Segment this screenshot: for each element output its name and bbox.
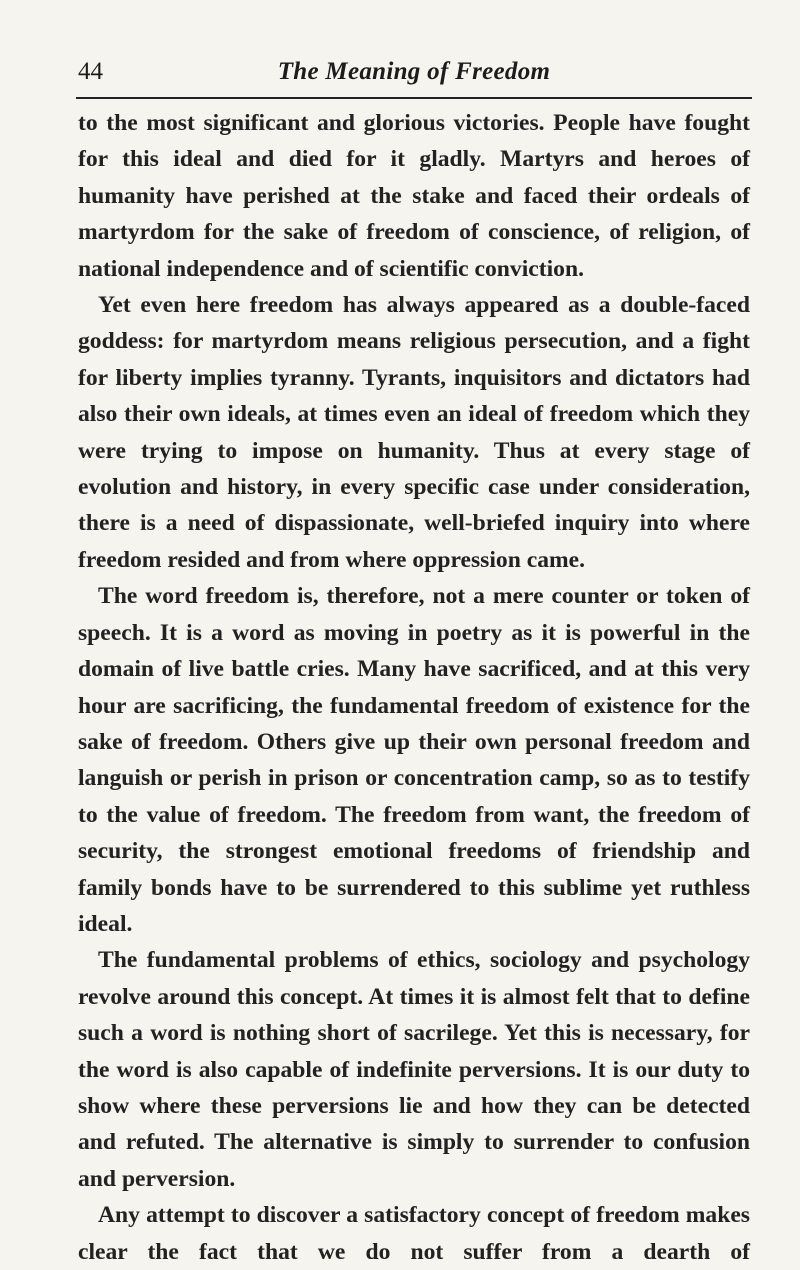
paragraph: Yet even here freedom has always appeared as a double-faced goddess: for martyrdom means religious persecution, and a fight for liberty implies tyranny. Tyrants, inquisitors and dictators had also their own ideals, at times even an ideal of freedom which they were trying to impose on humanity. Thus at every stage of evolution and history, in every specific case under consideration, there is a need of dispassionate, well-briefed inquiry into where freedom resided and from where oppression came. [78,292,750,573]
body-text [78,105,750,1270]
paragraph: Any attempt to discover a satisfactory concept of freedom makes clear the fact that we do not suffer from a dearth of [78,1202,750,1265]
running-header [78,58,750,98]
page-number: 44 [78,58,103,85]
running-title: The Meaning of Freedom [277,58,551,85]
header-rule [76,97,752,99]
paragraph: The word freedom is, therefore, not a mere counter or token of speech. It is a word as moving in poetry as it is powerful in the domain of live battle cries. Many have sacrificed, and at this very hour are sacrificing, the fundamental freedom of existence for the sake of freedom. Others give up their own personal freedom and languish or perish in prison or concentration camp, so as to testify to the value of freedom. The freedom from want, the freedom of security, the strongest emotional freedoms of friendship and family bonds have to be surrendered to this sublime yet ruthless ideal. [78,583,750,937]
paragraph: to the most significant and glorious victories. People have fought for this ideal and died for it gladly. Martyrs and heroes of humanity have perished at the stake and faced their ordeals of martyrdom for the sake of freedom of conscience, of religion, of national independence and of scientific conviction. [78,110,750,282]
paragraph: The fundamental problems of ethics, sociology and psychology revolve around this concept. At times it is almost felt that to define such a word is nothing short of sacrilege. Yet this is necessary, for the word is also capable of indefinite perversions. It is our duty to show where these perversions lie and how they can be detected and refuted. The alternative is simply to surrender to confusion and perversion. [78,947,750,1192]
